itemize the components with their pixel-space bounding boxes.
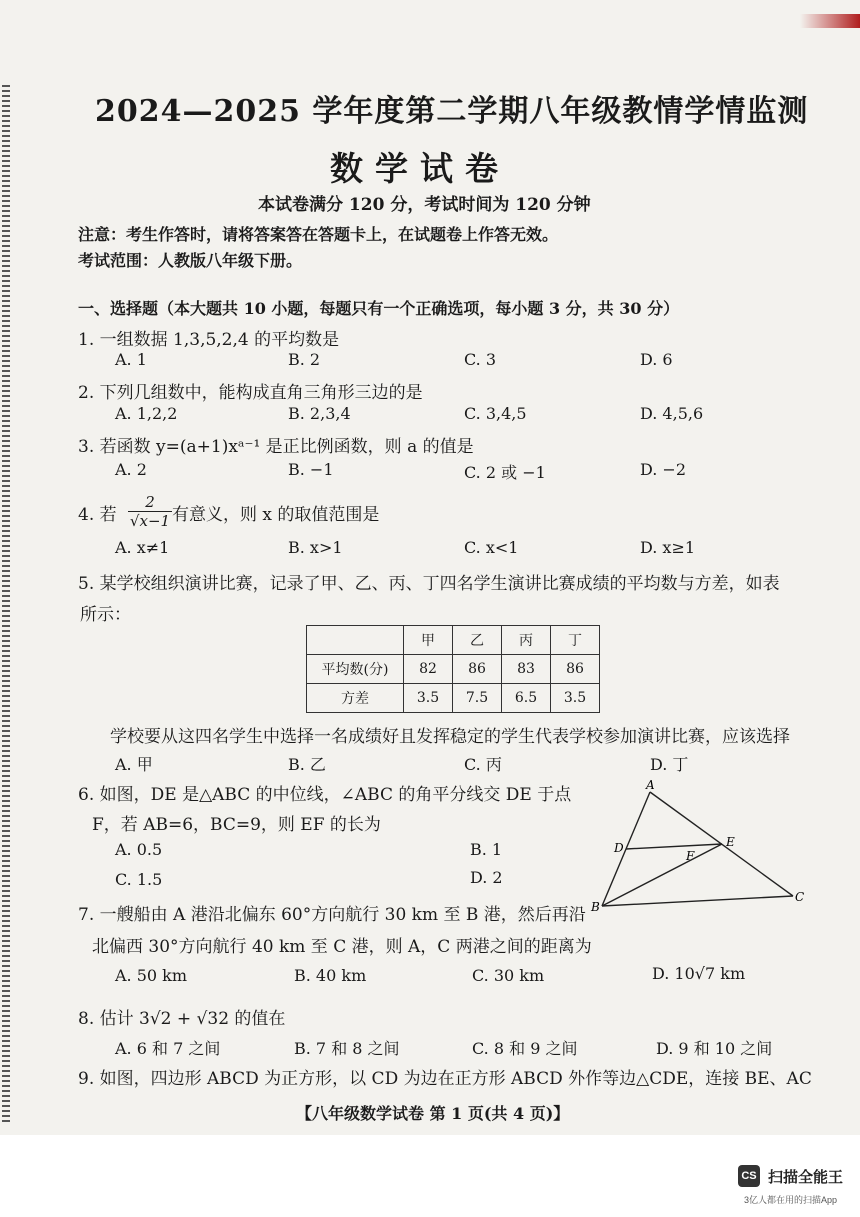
table-header-cell: 丁	[551, 626, 600, 655]
q2-option-b: B. 2,3,4	[288, 404, 351, 423]
q8-option-c: C. 8 和 9 之间	[472, 1039, 578, 1058]
question-4-stem: 有意义，则 x 的取值范围是	[172, 505, 380, 525]
question-5-cont: 所示：	[80, 605, 131, 625]
q6-option-a: A. 0.5	[115, 840, 163, 859]
q7-option-a: A. 50 km	[115, 966, 188, 985]
q4-denominator: √x−1	[129, 512, 171, 530]
table-header-row	[307, 626, 600, 655]
q5-option-b: B. 乙	[288, 755, 326, 774]
scanner-logo-icon: CS	[738, 1165, 760, 1187]
table-cell: 86	[551, 655, 600, 684]
section-heading: 一、选择题（本大题共 10 小题，每题只有一个正确选项，每小题 3 分，共 30 分）	[78, 299, 680, 318]
table-cell: 平均数(分)	[307, 655, 404, 684]
table-cell: 方差	[307, 684, 404, 713]
subject-title: 数学试卷	[330, 149, 510, 188]
question-6-cont: F，若 AB=6，BC=9，则 EF 的长为	[92, 815, 381, 835]
q6-option-c: C. 1.5	[115, 870, 163, 889]
question-3: 3. 若函数 y=(a+1)xᵃ⁻¹ 是正比例函数，则 a 的值是	[78, 437, 474, 457]
q8-option-a: A. 6 和 7 之间	[115, 1039, 221, 1058]
binding-perforation	[2, 85, 10, 1125]
question-2: 2. 下列几组数中，能构成直角三角形三边的是	[78, 383, 423, 403]
question-8: 8. 估计 3√2 + √32 的值在	[78, 1009, 286, 1029]
question-9: 9. 如图，四边形 ABCD 为正方形，以 CD 为边在正方形 ABCD 外作等边△CDE，连接 BE、AC	[78, 1069, 812, 1089]
q4-option-b: B. x>1	[288, 538, 343, 557]
table-header-cell	[307, 626, 404, 655]
table-header-cell: 乙	[453, 626, 502, 655]
question-5-cont2: 学校要从这四名学生中选择一名成绩好且发挥稳定的学生代表学校参加演讲比赛，应该选择	[110, 727, 790, 747]
q8-option-b: B. 7 和 8 之间	[294, 1039, 400, 1058]
q5-option-d: D. 丁	[650, 755, 689, 774]
q4-option-c: C. x<1	[464, 538, 519, 557]
table-header-cell: 甲	[404, 626, 453, 655]
question-7: 7. 一艘船由 A 港沿北偏东 60°方向航行 30 km 至 B 港，然后再沿	[78, 905, 586, 925]
edge-bc	[602, 896, 793, 906]
table-cell: 86	[453, 655, 502, 684]
question-5: 5. 某学校组织演讲比赛，记录了甲、乙、丙、丁四名学生演讲比赛成绩的平均数与方差，如表	[78, 574, 780, 594]
label-c: C	[795, 890, 805, 904]
table-cell: 82	[404, 655, 453, 684]
q6-option-b: B. 1	[470, 840, 503, 859]
question-6: 6. 如图，DE 是△ABC 的中位线，∠ABC 的角平分线交 DE 于点	[78, 785, 572, 805]
q3-option-b: B. −1	[288, 460, 334, 479]
exam-title: 2024—2025 学年度第二学期八年级教情学情监测	[95, 94, 809, 129]
notice: 注意：考生作答时，请将答案答在答题卡上，在试题卷上作答无效。	[78, 225, 559, 244]
q7-option-b: B. 40 km	[294, 966, 367, 985]
q1-option-c: C. 3	[464, 350, 497, 369]
q2-option-a: A. 1,2,2	[115, 404, 178, 423]
table-cell: 3.5	[551, 684, 600, 713]
table-row	[307, 655, 600, 684]
q4-fraction	[128, 493, 172, 530]
midline-de	[626, 844, 722, 849]
q7-option-d: D. 10√7 km	[652, 964, 746, 983]
q8-option-d: D. 9 和 10 之间	[656, 1039, 773, 1058]
q4-numerator: 2	[128, 493, 172, 512]
table-cell: 6.5	[502, 684, 551, 713]
q2-option-c: C. 3,4,5	[464, 404, 527, 423]
exam-info: 本试卷满分 120 分，考试时间为 120 分钟	[258, 195, 591, 215]
table-header-cell: 丙	[502, 626, 551, 655]
label-d: D	[614, 841, 624, 855]
table-cell: 83	[502, 655, 551, 684]
table-cell: 3.5	[404, 684, 453, 713]
label-f: F	[686, 849, 695, 863]
q4-option-d: D. x≥1	[640, 538, 696, 557]
page-footer: 【八年级数学试卷 第 1 页(共 4 页)】	[296, 1104, 570, 1123]
scanner-tagline: 3亿人都在用的扫描App	[744, 1195, 838, 1205]
table-row	[307, 684, 600, 713]
scan-edge-mark	[800, 14, 860, 28]
q7-option-c: C. 30 km	[472, 966, 545, 985]
question-4-prefix: 4. 若	[78, 505, 117, 525]
score-table	[306, 625, 600, 713]
q2-option-d: D. 4,5,6	[640, 404, 704, 423]
label-e: E	[726, 835, 735, 849]
triangle-figure	[588, 778, 808, 913]
question-1: 1. 一组数据 1,3,5,2,4 的平均数是	[78, 330, 340, 350]
question-7-cont: 北偏西 30°方向航行 40 km 至 C 港，则 A，C 两港之间的距离为	[92, 937, 592, 957]
q3-option-a: A. 2	[115, 460, 147, 479]
q6-option-d: D. 2	[470, 868, 503, 887]
q1-option-d: D. 6	[640, 350, 673, 369]
q5-option-a: A. 甲	[115, 755, 153, 774]
q3-option-c: C. 2 或 −1	[464, 463, 546, 482]
label-b: B	[591, 900, 600, 913]
table-cell: 7.5	[453, 684, 502, 713]
q5-option-c: C. 丙	[464, 755, 502, 774]
q1-option-b: B. 2	[288, 350, 321, 369]
label-a: A	[646, 778, 655, 792]
q3-option-d: D. −2	[640, 460, 687, 479]
q1-option-a: A. 1	[115, 350, 147, 369]
scanner-brand: 扫描全能王	[768, 1169, 844, 1186]
q4-option-a: A. x≠1	[115, 538, 170, 557]
exam-scope: 考试范围：人教版八年级下册。	[78, 251, 303, 270]
